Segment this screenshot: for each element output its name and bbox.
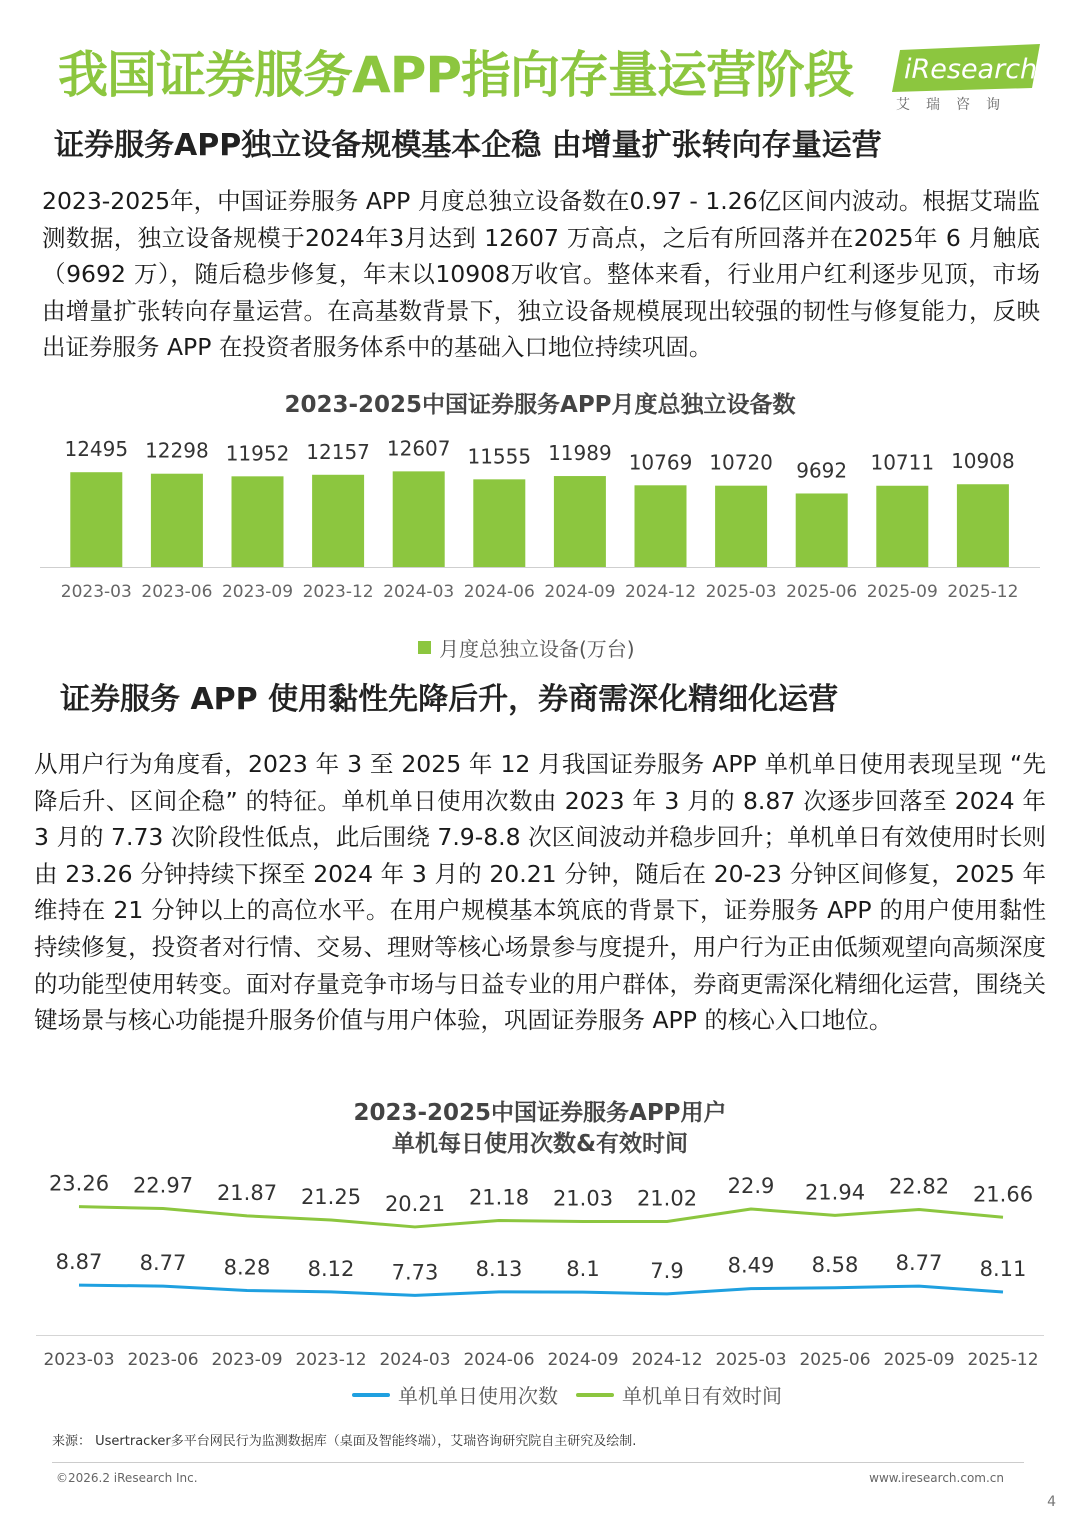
bar	[715, 486, 767, 567]
x-tick-label: 2025-09	[883, 1350, 955, 1370]
x-tick-label: 2025-03	[715, 1350, 787, 1370]
line-chart	[0, 1165, 1080, 1375]
bar-value-label: 10769	[628, 450, 693, 475]
usage-time-value-label: 22.9	[727, 1174, 775, 1198]
usage-count-value-label: 8.1	[566, 1257, 600, 1282]
x-tick-label: 2024-12	[624, 582, 697, 602]
usage-count-value-label: 8.28	[223, 1255, 271, 1280]
x-tick-label: 2024-06	[463, 1350, 535, 1370]
x-tick-label: 2023-09	[211, 1350, 283, 1370]
bar-value-label: 12157	[306, 439, 370, 464]
bar-value-label: 11989	[548, 441, 612, 466]
legend-label-usage-count: 单机单日使用次数	[398, 1384, 558, 1408]
usage-count-line	[79, 1285, 1003, 1295]
legend-line-usage-time	[576, 1393, 614, 1397]
legend-swatch-devices	[418, 641, 431, 654]
bar	[635, 485, 687, 567]
bar-value-label: 10720	[709, 450, 773, 475]
x-tick-label: 2024-03	[383, 582, 455, 602]
x-tick-label: 2025-12	[967, 1350, 1039, 1370]
usage-time-value-label: 22.97	[132, 1173, 194, 1198]
legend-line-usage-count	[352, 1393, 390, 1397]
bar	[554, 476, 606, 567]
x-tick-label: 2025-06	[786, 582, 858, 602]
usage-time-value-label: 21.25	[300, 1185, 362, 1209]
usage-count-value-label: 8.87	[55, 1250, 103, 1275]
usage-count-value-label: 7.73	[391, 1260, 439, 1285]
bar-value-label: 11952	[225, 441, 290, 466]
usage-time-value-label: 21.03	[552, 1186, 614, 1211]
bar	[393, 471, 445, 567]
bar-value-label: 11555	[467, 444, 532, 469]
legend-label-devices: 月度总独立设备(万台)	[439, 637, 635, 661]
usage-time-value-label: 21.18	[468, 1185, 530, 1210]
x-tick-label: 2024-09	[547, 1350, 619, 1370]
website-link[interactable]: www.iresearch.com.cn	[869, 1471, 1004, 1485]
bar-chart-title: 2023-2025中国证券服务APP月度总独立设备数	[284, 392, 796, 418]
section1-paragraph: 2023-2025年，中国证券服务 APP 月度总独立设备数在0.97 - 1.26亿区间内波动。根据艾瑞监测数据，独立设备规模于2024年3月达到 12607 万高点，之后有所回落并在2025年 6 月触底（9692 万），随后稳步修复，年末以10908万收官。整体来看，行业用户红利逐步见顶，市场由增量扩张转向存量运营。在高基数背景下，独立设备规模展现出较强的韧性与修复能力，反映出证券服务 APP 在投资者服务体系中的基础入口地位持续巩固。	[42, 187, 1040, 362]
bar	[473, 479, 525, 567]
x-tick-label: 2023-03	[60, 582, 132, 602]
bar-value-label: 12607	[386, 436, 451, 461]
bar-value-label: 10908	[951, 449, 1015, 474]
bar-value-label: 12298	[145, 438, 209, 463]
bar-value-label: 9692	[796, 458, 848, 483]
line-chart-title: 2023-2025中国证券服务APP用户	[353, 1100, 727, 1126]
usage-count-value-label: 8.58	[811, 1252, 859, 1277]
usage-count-value-label: 7.9	[650, 1258, 684, 1283]
section2-paragraph: 从用户行为角度看，2023 年 3 至 2025 年 12 月我国证券服务 APP 单机单日使用表现呈现 “先降后升、区间企稳” 的特征。单机单日使用次数由 2023 年 3 月的 8.87 次逐步回落至 2024 年 3 月的 7.73 次阶段性低点，此后围绕 7.9-8.8 次区间波动并稳步回升；单机单日有效使用时长则由 23.26 分钟持续下探至 2024 年 3 月的 20.21 分钟，随后在 20-23 分钟区间修复，2025 年维持在 21 分钟以上的高位水平。在用户规模基本筑底的背景下，证券服务 APP 的用户使用黏性持续修复，投资者对行情、交易、理财等核心场景参与度提升，用户行为正由低频观望向高频深度的功能型使用转变。面对存量竞争市场与日益专业的用户群体，券商更需深化精细化运营，围绕关键场景与核心功能提升服务价值与用户体验，巩固证券服务 APP 的核心入口地位。	[34, 750, 1046, 1035]
usage-time-value-label: 21.94	[804, 1180, 866, 1205]
bar	[957, 484, 1009, 567]
x-tick-label: 2023-06	[141, 582, 213, 602]
usage-time-value-label: 21.02	[636, 1186, 698, 1211]
x-tick-label: 2025-12	[947, 582, 1019, 602]
usage-time-value-label: 23.26	[48, 1171, 110, 1196]
page-number: 4	[1047, 1494, 1056, 1510]
x-tick-label: 2023-09	[221, 582, 294, 602]
copyright: ©2026.2 iResearch Inc.	[56, 1471, 198, 1485]
bar	[312, 475, 364, 567]
bar	[151, 474, 203, 567]
bar-chart	[0, 430, 1080, 610]
bar	[796, 493, 848, 567]
legend-label-usage-time: 单机单日有效时间	[622, 1384, 782, 1408]
usage-count-value-label: 8.77	[895, 1251, 943, 1276]
logo-caption: 艾瑞咨询	[896, 97, 1016, 113]
usage-count-value-label: 8.49	[727, 1253, 775, 1278]
x-tick-label: 2023-12	[302, 582, 374, 602]
x-tick-label: 2023-03	[43, 1350, 115, 1370]
bar	[876, 486, 928, 567]
x-tick-label: 2025-06	[799, 1350, 871, 1370]
x-tick-label: 2025-09	[866, 582, 938, 602]
line-chart-subtitle: 单机每日使用次数&有效时间	[391, 1131, 689, 1157]
logo-text: iResearch	[904, 54, 1038, 85]
x-tick-label: 2024-09	[544, 582, 616, 602]
x-tick-label: 2024-03	[379, 1350, 451, 1370]
bar	[232, 476, 284, 567]
usage-time-line	[79, 1207, 1003, 1227]
section1-heading: 证券服务APP独立设备规模基本企稳 由增量扩张转向存量运营	[54, 128, 882, 163]
x-tick-label: 2024-06	[463, 582, 535, 602]
bar-value-label: 10711	[870, 450, 935, 475]
section2-heading: 证券服务 APP 使用黏性先降后升，券商需深化精细化运营	[60, 682, 839, 717]
x-tick-label: 2023-06	[127, 1350, 199, 1370]
source-note: 来源： Usertracker多平台网民行为监测数据库（桌面及智能终端），艾瑞咨询研究院自主研究及绘制.	[52, 1434, 637, 1449]
usage-time-value-label: 21.87	[216, 1180, 278, 1205]
usage-count-value-label: 8.11	[979, 1257, 1027, 1282]
usage-time-value-label: 21.66	[972, 1182, 1034, 1207]
line-chart-legend	[352, 1380, 782, 1409]
usage-count-value-label: 8.12	[307, 1256, 355, 1281]
x-tick-label: 2024-12	[631, 1350, 703, 1370]
footer-divider	[52, 1462, 1024, 1463]
usage-time-value-label: 20.21	[384, 1191, 446, 1216]
usage-count-value-label: 8.77	[139, 1251, 187, 1276]
x-tick-label: 2023-12	[295, 1350, 367, 1370]
page-title: 我国证券服务APP指向存量运营阶段	[58, 46, 853, 104]
bar	[70, 472, 122, 567]
usage-count-value-label: 8.13	[475, 1256, 523, 1281]
usage-time-value-label: 22.82	[888, 1174, 950, 1199]
bar-chart-legend	[418, 633, 635, 662]
x-tick-label: 2025-03	[705, 582, 777, 602]
bar-value-label: 12495	[64, 437, 129, 462]
